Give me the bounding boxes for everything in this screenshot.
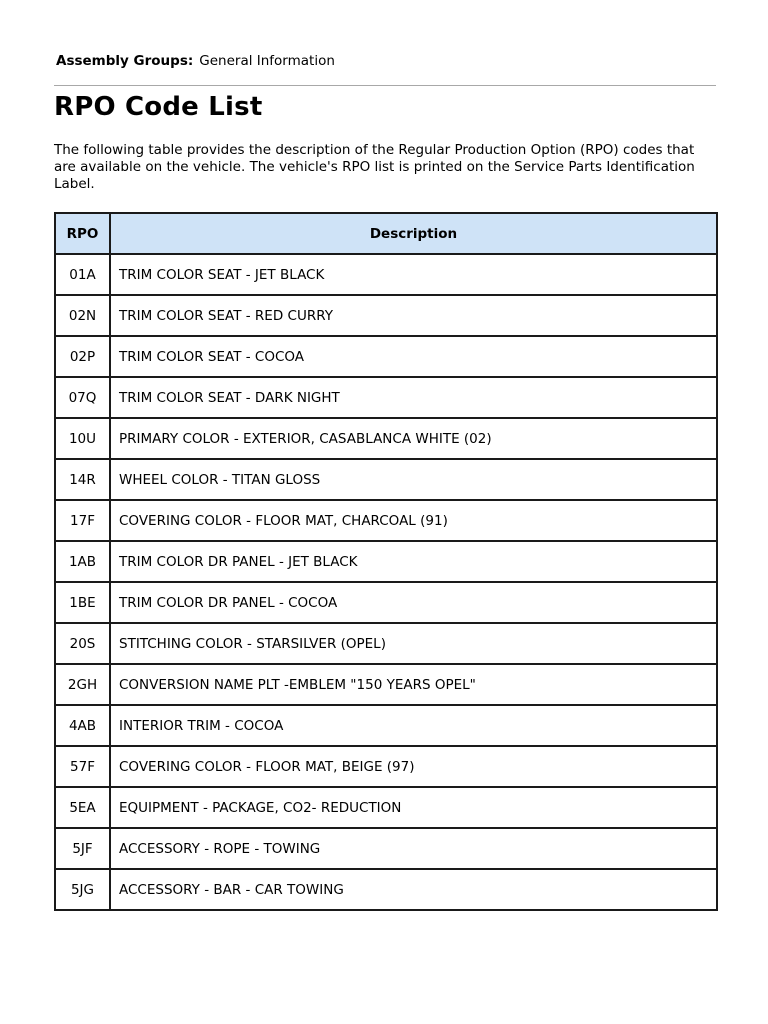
table-row: [55, 582, 717, 623]
rpo-code-cell: 02N: [55, 295, 110, 336]
table-row: [55, 787, 717, 828]
rpo-description-cell: TRIM COLOR DR PANEL - COCOA: [110, 582, 717, 623]
page-title: RPO Code List: [54, 92, 263, 122]
rpo-description-cell: ACCESSORY - ROPE - TOWING: [110, 828, 717, 869]
header-divider: [54, 85, 716, 86]
intro-paragraph: The following table provides the description of the Regular Production Option (RPO) codes that are available on the vehicle. The vehicle's RPO list is printed on the Service Parts Identification Label.: [54, 142, 695, 192]
table-row: [55, 869, 717, 910]
rpo-code-cell: 1AB: [55, 541, 110, 582]
table-row: [55, 541, 717, 582]
rpo-code-cell: 4AB: [55, 705, 110, 746]
rpo-description-cell: COVERING COLOR - FLOOR MAT, CHARCOAL (91): [110, 500, 717, 541]
rpo-description-cell: TRIM COLOR SEAT - COCOA: [110, 336, 717, 377]
table-row: [55, 664, 717, 705]
rpo-code-cell: 5JG: [55, 869, 110, 910]
assembly-groups-label: Assembly Groups:: [56, 53, 194, 69]
table-header-row: [55, 213, 717, 254]
rpo-description-cell: CONVERSION NAME PLT -EMBLEM "150 YEARS OPEL": [110, 664, 717, 705]
table-row: [55, 418, 717, 459]
table-row: [55, 500, 717, 541]
table-row: [55, 746, 717, 787]
assembly-groups-line: [56, 53, 335, 69]
table-row: [55, 295, 717, 336]
rpo-code-cell: 5JF: [55, 828, 110, 869]
table-body: [55, 254, 717, 910]
rpo-code-cell: 20S: [55, 623, 110, 664]
table-row: [55, 828, 717, 869]
rpo-description-cell: ACCESSORY - BAR - CAR TOWING: [110, 869, 717, 910]
table-row: [55, 623, 717, 664]
rpo-code-cell: 5EA: [55, 787, 110, 828]
rpo-description-cell: TRIM COLOR SEAT - DARK NIGHT: [110, 377, 717, 418]
table-row: [55, 254, 717, 295]
table-row: [55, 377, 717, 418]
rpo-description-cell: EQUIPMENT - PACKAGE, CO2- REDUCTION: [110, 787, 717, 828]
rpo-description-cell: TRIM COLOR SEAT - RED CURRY: [110, 295, 717, 336]
rpo-code-cell: 57F: [55, 746, 110, 787]
rpo-code-cell: 2GH: [55, 664, 110, 705]
rpo-description-cell: TRIM COLOR DR PANEL - JET BLACK: [110, 541, 717, 582]
rpo-code-cell: 07Q: [55, 377, 110, 418]
rpo-description-cell: TRIM COLOR SEAT - JET BLACK: [110, 254, 717, 295]
rpo-description-cell: INTERIOR TRIM - COCOA: [110, 705, 717, 746]
rpo-description-cell: COVERING COLOR - FLOOR MAT, BEIGE (97): [110, 746, 717, 787]
table-row: [55, 336, 717, 377]
column-header-description: Description: [110, 213, 717, 254]
rpo-code-cell: 17F: [55, 500, 110, 541]
table-row: [55, 705, 717, 746]
rpo-code-cell: 02P: [55, 336, 110, 377]
rpo-description-cell: PRIMARY COLOR - EXTERIOR, CASABLANCA WHITE (02): [110, 418, 717, 459]
rpo-code-cell: 01A: [55, 254, 110, 295]
assembly-groups-value: General Information: [199, 53, 335, 69]
rpo-code-cell: 1BE: [55, 582, 110, 623]
rpo-code-cell: 10U: [55, 418, 110, 459]
column-header-rpo: RPO: [55, 213, 110, 254]
rpo-description-cell: WHEEL COLOR - TITAN GLOSS: [110, 459, 717, 500]
rpo-description-cell: STITCHING COLOR - STARSILVER (OPEL): [110, 623, 717, 664]
table-row: [55, 459, 717, 500]
rpo-code-table: [54, 212, 718, 911]
rpo-code-cell: 14R: [55, 459, 110, 500]
